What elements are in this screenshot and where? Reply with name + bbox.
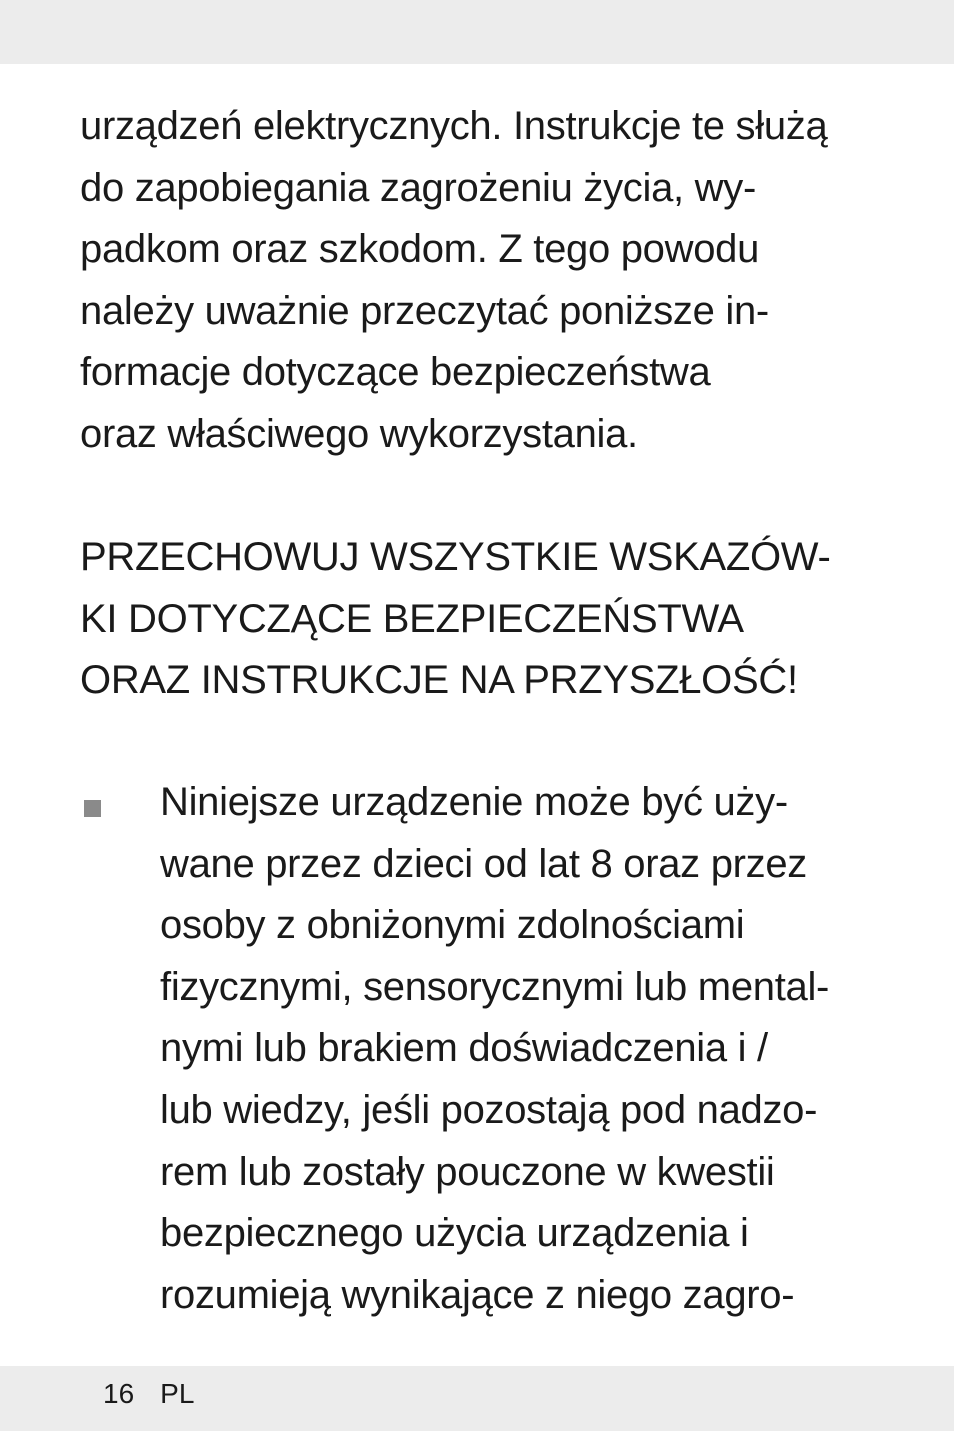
bullet-line: Niniejsze urządzenie może być uży- [160,780,788,824]
bullet-line: lub wiedzy, jeśli pozostają pod nadzo- [160,1087,818,1132]
section-heading [80,527,880,712]
page-number: 16 [103,1378,135,1409]
bullet-paragraph [160,772,880,1326]
bullet-line: bezpiecznego użycia urządzenia i [160,1211,749,1256]
intro-line: należy uważnie przeczytać poniższe in- [80,288,769,333]
top-page-band [0,0,954,64]
bullet-line: fizycznymi, sensorycznymi lub mental- [160,964,830,1009]
square-bullet-icon [84,800,101,817]
bullet-line: rozumieją wynikające z niego zagro- [160,1272,795,1317]
heading-line: PRZECHOWUJ WSZYSTKIE WSKAZÓW- [80,535,831,579]
bullet-line: osoby z obniżonymi zdolnościami [160,903,745,948]
page-footer [103,1372,194,1416]
intro-line: formacje dotyczące bezpieczeństwa [80,350,711,395]
bullet-line: nymi lub brakiem doświadczenia i / [160,1026,768,1071]
intro-line: urządzeń elektrycznych. Instrukcje te służą [80,104,828,148]
heading-line: KI DOTYCZĄCE BEZPIECZEŃSTWA [80,596,744,641]
intro-line: padkom oraz szkodom. Z tego powodu [80,227,760,272]
intro-line: oraz właściwego wykorzystania. [80,411,638,456]
heading-line: ORAZ INSTRUKCJE NA PRZYSZŁOŚĆ! [80,658,798,703]
intro-line: do zapobiegania zagrożeniu życia, wy- [80,165,756,210]
bullet-line: wane przez dzieci od lat 8 oraz przez [160,841,808,886]
intro-paragraph [80,96,880,466]
bullet-line: rem lub zostały pouczone w kwestii [160,1149,775,1194]
language-code: PL [160,1378,195,1409]
